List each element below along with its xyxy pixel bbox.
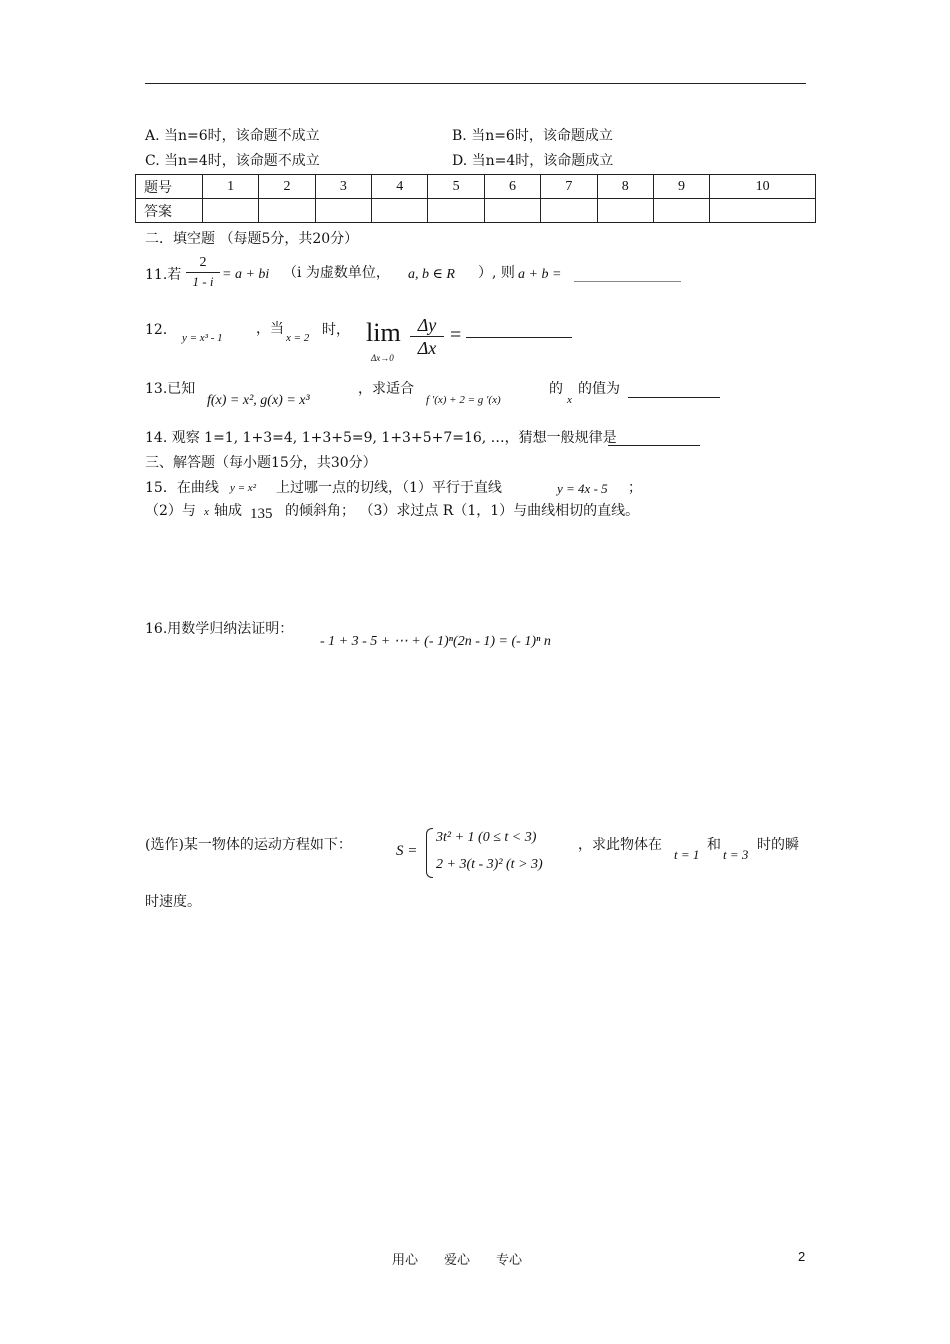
section-2-title: 二．填空题 （每题5分，共20分） bbox=[145, 231, 359, 247]
q11-answer-blank[interactable] bbox=[574, 281, 681, 282]
q15-line2-c: 的倾斜角； （3）求过点 R（1，1）与曲线相切的直线。 bbox=[285, 503, 640, 519]
q16-formula: - 1 + 3 - 5 + ⋯ + (- 1)ⁿ(2n - 1) = (- 1)ⁿ n bbox=[320, 634, 551, 649]
q13-de: 的 bbox=[549, 381, 563, 397]
q11-eq: = a + bi bbox=[222, 267, 270, 282]
q13-prefix: 13.已知 bbox=[145, 381, 196, 397]
q12-comma: ，当 bbox=[256, 321, 284, 337]
extra-case-2: 2 + 3(t - 3)² (t > 3) bbox=[436, 857, 543, 872]
q11-frac-den: 1 - i bbox=[192, 274, 214, 289]
question-14: 14. 观察 1=1, 1+3=4, 1+3+5=9, 1+3+5+7=16, …，猜想一般规律是 bbox=[145, 430, 617, 446]
q14-answer-blank[interactable] bbox=[608, 445, 700, 446]
q12-shi: 时， bbox=[322, 322, 350, 338]
extra-line2: 时速度。 bbox=[145, 894, 201, 910]
table-row-answers bbox=[136, 199, 816, 223]
q15-line: y = 4x - 5 bbox=[557, 481, 608, 496]
q12-answer-blank[interactable] bbox=[466, 337, 572, 338]
q13-var: x bbox=[567, 394, 572, 406]
q11-prefix: 11.若 bbox=[145, 267, 182, 283]
extra-case-1: 3t² + 1 (0 ≤ t < 3) bbox=[436, 830, 537, 845]
answer-cell[interactable] bbox=[203, 199, 259, 223]
table-cell-number: 1 bbox=[203, 175, 259, 199]
q11-set: a, b ∈ R bbox=[408, 267, 455, 282]
extra-prefix: (选作)某一物体的运动方程如下： bbox=[145, 837, 352, 853]
table-cell-number: 5 bbox=[428, 175, 484, 199]
table-cell-number: 8 bbox=[597, 175, 653, 199]
extra-piecewise-brace bbox=[426, 828, 433, 878]
q13-answer-blank[interactable] bbox=[628, 397, 720, 398]
q12-frac-num: Δy bbox=[410, 314, 444, 337]
q11-close: ）, 则 bbox=[478, 265, 515, 281]
q12-prefix: 12． bbox=[145, 322, 177, 338]
q12-frac-den: Δx bbox=[417, 338, 437, 358]
q15-line1-c: ； bbox=[628, 480, 642, 496]
answer-cell[interactable] bbox=[428, 199, 484, 223]
row-label-number: 题号 bbox=[136, 175, 203, 199]
q15-axis: x bbox=[204, 506, 209, 518]
q13-eqn: f ′(x) + 2 = g ′(x) bbox=[426, 394, 501, 406]
q12-lim-sub: Δx→0 bbox=[371, 353, 394, 363]
extra-s-eq: S = bbox=[396, 843, 418, 859]
q13-mid: ，求适合 bbox=[358, 381, 414, 397]
q13-funcs: f(x) = x², g(x) = x³ bbox=[207, 393, 310, 408]
q16-prefix: 16.用数学归纳法证明： bbox=[145, 621, 294, 637]
q11-frac-num: 2 bbox=[186, 254, 220, 273]
option-a: A. 当n=6时，该命题不成立 bbox=[145, 128, 320, 144]
answer-cell[interactable] bbox=[653, 199, 709, 223]
q13-suffix: 的值为 bbox=[578, 381, 620, 397]
q11-ask: a + b = bbox=[518, 267, 562, 282]
answer-cell[interactable] bbox=[259, 199, 315, 223]
table-cell-number: 9 bbox=[653, 175, 709, 199]
table-cell-number: 4 bbox=[372, 175, 428, 199]
page-number: 2 bbox=[798, 1249, 806, 1264]
option-d: D. 当n=4时，该命题成立 bbox=[452, 153, 614, 169]
section-3-title: 三、解答题（每小题15分，共30分） bbox=[145, 455, 377, 471]
row-label-answer: 答案 bbox=[136, 199, 203, 223]
extra-t3: t = 3 bbox=[723, 847, 749, 862]
table-cell-number: 2 bbox=[259, 175, 315, 199]
q15-angle: 135 bbox=[250, 506, 273, 522]
q12-cond: x = 2 bbox=[286, 332, 310, 344]
answer-cell[interactable] bbox=[484, 199, 540, 223]
extra-he: 和 bbox=[707, 837, 721, 853]
table-cell-number: 10 bbox=[710, 175, 816, 199]
answer-cell[interactable] bbox=[372, 199, 428, 223]
q15-line2-a: （2）与 bbox=[145, 503, 196, 519]
answer-cell[interactable] bbox=[597, 199, 653, 223]
q12-eq: = bbox=[450, 324, 462, 346]
option-c: C. 当n=4时，该命题不成立 bbox=[145, 153, 320, 169]
q15-line2-b: 轴成 bbox=[214, 503, 242, 519]
table-cell-number: 7 bbox=[541, 175, 597, 199]
extra-mid: ，求此物体在 bbox=[578, 837, 662, 853]
header-rule bbox=[145, 83, 806, 84]
answer-cell[interactable] bbox=[541, 199, 597, 223]
q15-curve: y = x² bbox=[230, 482, 256, 494]
extra-t1: t = 1 bbox=[674, 847, 700, 862]
table-cell-number: 6 bbox=[484, 175, 540, 199]
answer-table bbox=[135, 174, 816, 223]
extra-tail: 时的瞬 bbox=[757, 837, 799, 853]
answer-cell[interactable] bbox=[315, 199, 371, 223]
q15-line1-a: 15．在曲线 bbox=[145, 480, 219, 496]
q11-mid: （i 为虚数单位， bbox=[283, 265, 390, 281]
q12-lim: lim bbox=[366, 318, 401, 347]
table-row-numbers bbox=[136, 175, 816, 199]
footer-motto: 用心 爱心 专心 bbox=[392, 1253, 523, 1268]
q11-fraction bbox=[186, 254, 220, 291]
q12-fraction bbox=[410, 314, 444, 359]
option-b: B. 当n=6时，该命题成立 bbox=[452, 128, 613, 144]
answer-cell[interactable] bbox=[710, 199, 816, 223]
q15-line1-b: 上过哪一点的切线，（1）平行于直线 bbox=[276, 480, 502, 496]
table-cell-number: 3 bbox=[315, 175, 371, 199]
q12-func: y = x³ - 1 bbox=[182, 332, 223, 344]
